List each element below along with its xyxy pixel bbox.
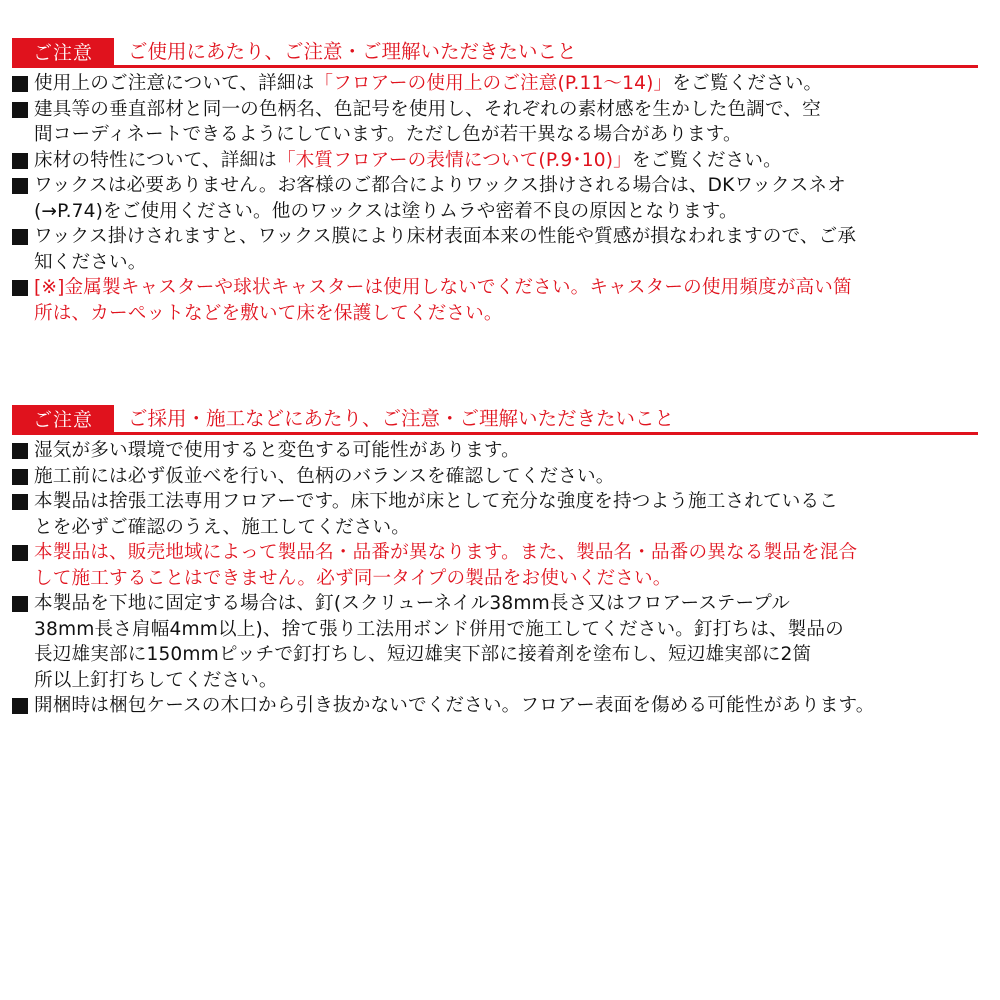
notes-list xyxy=(12,438,978,719)
notes-list xyxy=(12,71,978,326)
note-text: 長辺雄実部に150mmピッチで釘打ちし、短辺雄実下部に接着剤を塗布し、短辺雄実部に2箇 xyxy=(34,644,812,665)
note-text: をご覧ください。 xyxy=(672,73,823,94)
caution-badge: ご注意 xyxy=(12,405,114,435)
note-text: とを必ずご確認のうえ、施工してください。 xyxy=(34,516,410,538)
note-line xyxy=(34,250,978,276)
note-text: をご覧ください。 xyxy=(631,149,782,171)
square-bullet-icon xyxy=(12,596,28,612)
note-line xyxy=(34,148,978,174)
note-line xyxy=(34,275,978,301)
note-text: 床材の特性について、詳細は xyxy=(34,149,277,171)
note-line xyxy=(34,642,978,668)
section-title: ご使用にあたり、ご注意・ご理解いただきたいこと xyxy=(128,40,577,63)
note-text: 施工前には必ず仮並べを行い、色柄のバランスを確認してください。 xyxy=(34,465,615,487)
note-item xyxy=(12,489,978,540)
note-item xyxy=(12,464,978,490)
square-bullet-icon xyxy=(12,229,28,245)
note-text: して施工することはできません。必ず同一タイプの製品をお使いください。 xyxy=(34,567,672,589)
square-bullet-icon xyxy=(12,153,28,169)
note-text: 本製品は捨張工法専用フロアーです。床下地が床として充分な強度を持つよう施工されているこ xyxy=(34,491,838,512)
note-text: 間コーディネートできるようにしています。ただし色が若干異なる場合があります。 xyxy=(34,124,742,145)
note-item xyxy=(12,693,978,719)
square-bullet-icon xyxy=(12,443,28,459)
note-item xyxy=(12,71,978,97)
note-line xyxy=(34,617,978,643)
note-line xyxy=(34,566,978,592)
square-bullet-icon xyxy=(12,280,28,296)
note-line xyxy=(34,668,978,694)
note-line xyxy=(34,438,978,464)
square-bullet-icon xyxy=(12,545,28,561)
note-item xyxy=(12,591,978,693)
note-line xyxy=(34,199,978,225)
note-text: 建具等の垂直部材と同一の色柄名、色記号を使用し、それぞれの素材感を生かした色調で、空 xyxy=(34,98,821,120)
note-line xyxy=(34,464,978,490)
note-item xyxy=(12,438,978,464)
note-text: 開梱時は梱包ケースの木口から引き抜かないでください。フロアー表面を傷める可能性があります。 xyxy=(34,695,875,716)
note-text: (→P.74)をご使用ください。他のワックスは塗りムラや密着不良の原因となります。 xyxy=(34,200,738,222)
note-text: 知ください。 xyxy=(34,251,147,273)
square-bullet-icon xyxy=(12,76,28,92)
note-line xyxy=(34,693,978,719)
note-item xyxy=(12,540,978,591)
note-text: ワックス掛けされますと、ワックス膜により床材表面本来の性能や質感が損なわれますので、ご承 xyxy=(34,226,857,247)
page-reference: 「フロアーの使用上のご注意(P.11～14)」 xyxy=(314,73,673,94)
note-item xyxy=(12,275,978,326)
note-item xyxy=(12,148,978,174)
usage-notes-section xyxy=(12,38,978,326)
note-line xyxy=(34,122,978,148)
note-line xyxy=(34,489,978,515)
square-bullet-icon xyxy=(12,469,28,485)
note-text: ワックスは必要ありません。お客様のご都合によりワックス掛けされる場合は、DKワックスネオ xyxy=(34,175,846,196)
square-bullet-icon xyxy=(12,698,28,714)
note-line xyxy=(34,591,978,617)
note-item xyxy=(12,173,978,224)
note-text: 所は、カーペットなどを敷いて床を保護してください。 xyxy=(34,302,503,324)
section-header xyxy=(12,38,978,68)
note-item xyxy=(12,224,978,275)
square-bullet-icon xyxy=(12,494,28,510)
note-text: [※]金属製キャスターや球状キャスターは使用しないでください。キャスターの使用頻度が高い箇 xyxy=(34,277,852,298)
note-line xyxy=(34,173,978,199)
page-reference: 「木質フロアーの表情について(P.9･10)」 xyxy=(276,149,632,171)
note-line xyxy=(34,224,978,250)
note-text: 湿気が多い環境で使用すると変色する可能性があります。 xyxy=(34,440,520,461)
note-line xyxy=(34,301,978,327)
note-text: 38mm長さ肩幅4mm以上)、捨て張り工法用ボンド併用で施工してください。釘打ちは、製品の xyxy=(34,618,844,640)
note-line xyxy=(34,515,978,541)
caution-badge: ご注意 xyxy=(12,38,114,68)
note-item xyxy=(12,97,978,148)
note-line xyxy=(34,97,978,123)
square-bullet-icon xyxy=(12,178,28,194)
section-title: ご採用・施工などにあたり、ご注意・ご理解いただきたいこと xyxy=(128,407,675,430)
note-text: 本製品を下地に固定する場合は、釘(スクリューネイル38mm長さ又はフロアーステープル xyxy=(34,593,791,614)
section-header xyxy=(12,405,978,435)
note-line xyxy=(34,540,978,566)
note-line xyxy=(34,71,978,97)
note-text: 使用上のご注意について、詳細は xyxy=(34,73,315,94)
installation-notes-section xyxy=(12,405,978,719)
note-text: 所以上釘打ちしてください。 xyxy=(34,669,278,691)
note-text: 本製品は、販売地域によって製品名・品番が異なります。また、製品名・品番の異なる製品を混合 xyxy=(34,542,858,563)
square-bullet-icon xyxy=(12,102,28,118)
